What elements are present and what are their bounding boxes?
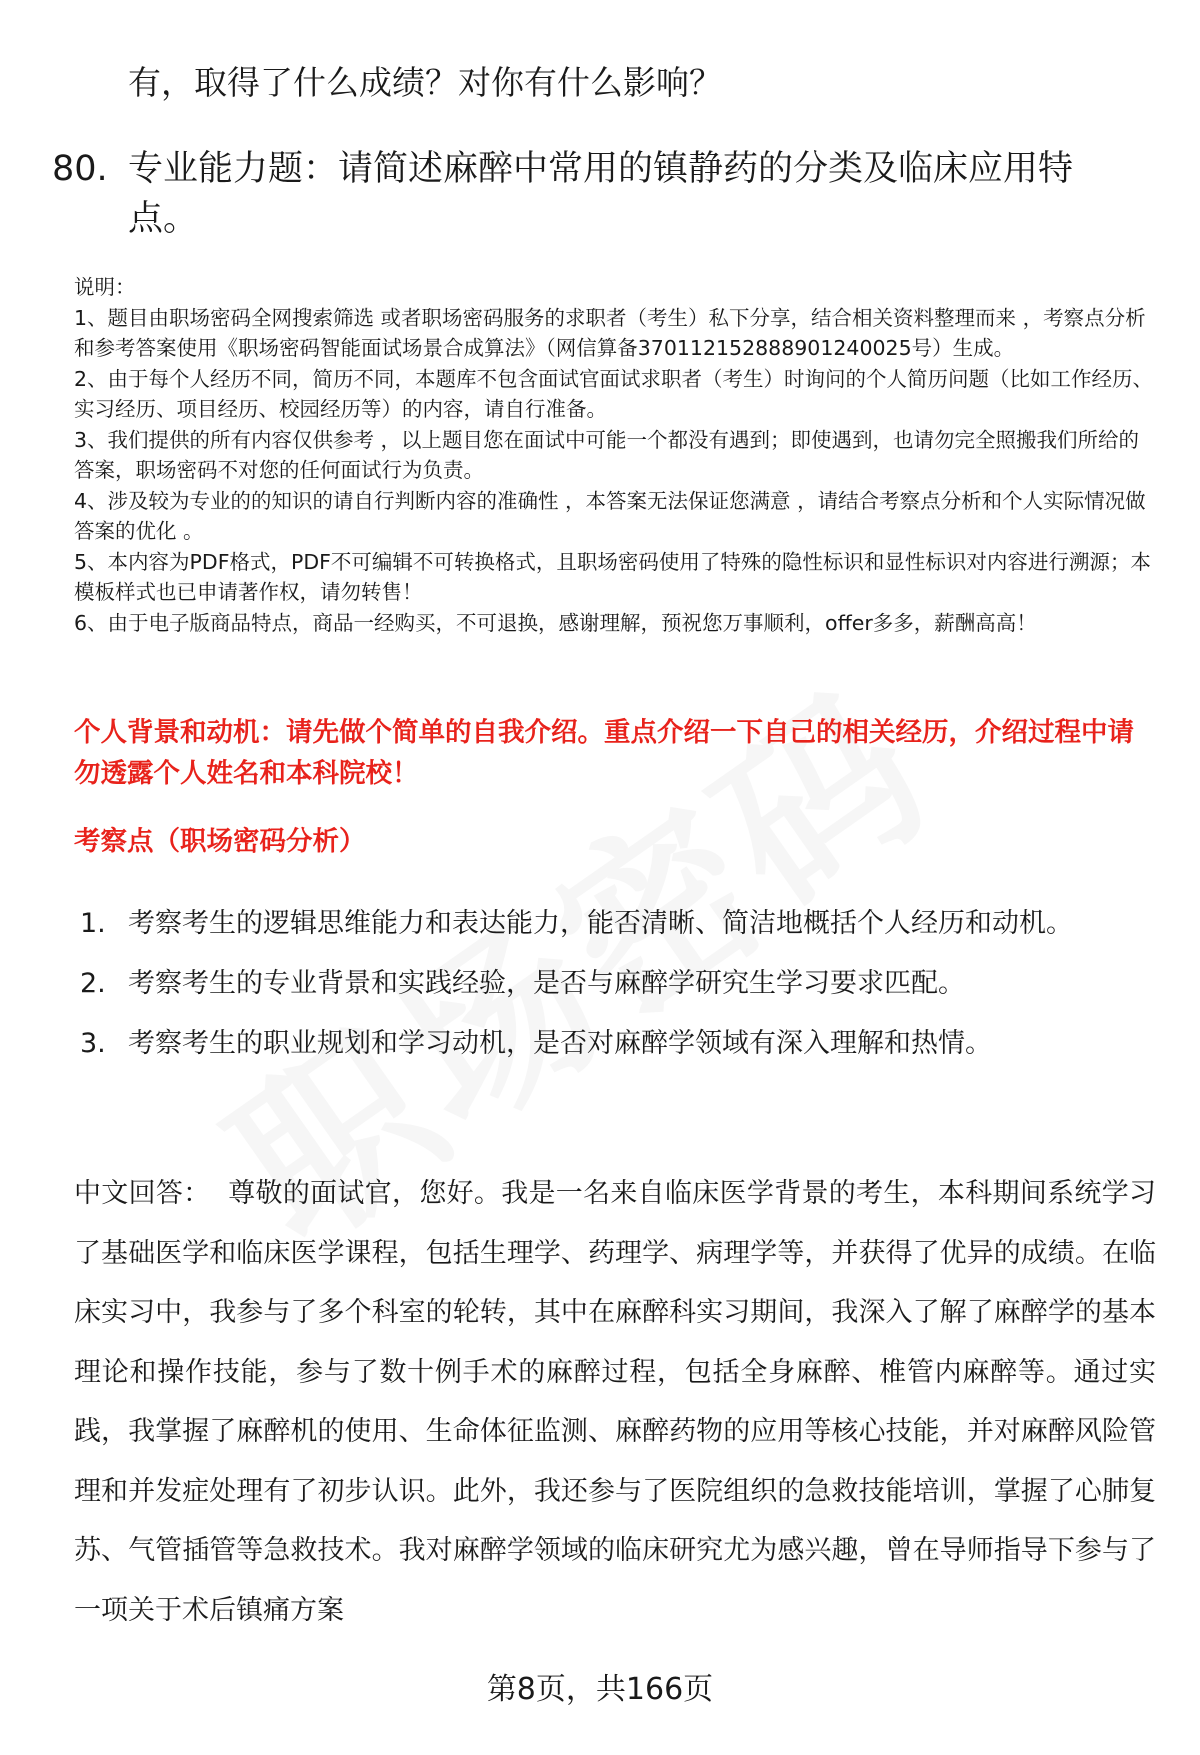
note-item: 2、由于每个人经历不同，简历不同，本题库不包含面试官面试求职者（考生）时询问的个人简历问题（比如工作经历、实习经历、项目经历、校园经历等）的内容，请自行准备。 <box>74 366 1154 421</box>
list-item <box>80 954 1160 1014</box>
note-item: 5、本内容为PDF格式，PDF不可编辑不可转换格式，且职场密码使用了特殊的隐性标识和显性标识对内容进行溯源；本模板样式也已申请著作权，请勿转售！ <box>74 549 1151 604</box>
analysis-title: 考察点（职场密码分析） <box>74 826 366 857</box>
question-text: 专业能力题：请简述麻醉中常用的镇静药的分类及临床应用特点。 <box>128 149 1074 239</box>
page-footer: 第8页，共166页 <box>486 1672 714 1707</box>
note-item: 1、题目由职场密码全网搜索筛选 或者职场密码服务的求职者（考生）私下分享，结合相关资料整理而来 ，考察点分析和参考答案使用《职场密码智能面试场景合成算法》（网信算备370112152888901240025号）生成。 <box>74 305 1146 360</box>
question-number: 80. <box>52 149 108 189</box>
question-continuation: 有，取得了什么成绩？对你有什么影响？ <box>128 63 722 102</box>
point-number: 2. <box>80 968 106 999</box>
point-number: 1. <box>80 908 106 939</box>
list-item <box>80 894 1160 954</box>
notes-title: 说明： <box>74 275 136 299</box>
note-item: 4、涉及较为专业的的知识的请自行判断内容的准确性 ，本答案无法保证您满意 ，请结合考察点分析和个人实际情况做答案的优化 。 <box>74 488 1146 543</box>
answer-text: 尊敬的面试官，您好。我是一名来自临床医学背景的考生，本科期间系统学习了基础医学和临床医学课程，包括生理学、药理学、病理学等，并获得了优异的成绩。在临床实习中，我参与了多个科室的轮转，其中在麻醉科实习期间，我深入了解了麻醉学的基本理论和操作技能，参与了数十例手术的麻醉过程，包括全身麻醉、椎管内麻醉等。通过实践，我掌握了麻醉机的使用、生命体征监测、麻醉药物的应用等核心技能，并对麻醉风险管理和并发症处理有了初步认识。此外，我还参与了医院组织的急救技能培训，掌握了心肺复苏、气管插管等急救技术。我对麻醉学领域的临床研究尤为感兴趣，曾在导师指导下参与了一项关于术后镇痛方案 <box>74 1178 1157 1626</box>
point-number: 3. <box>80 1028 106 1059</box>
answer-label: 中文回答： <box>74 1178 211 1209</box>
note-item: 6、由于电子版商品特点，商品一经购买，不可退换，感谢理解，预祝您万事顺利，offer多多，薪酬高高！ <box>74 610 1037 635</box>
list-item <box>80 1014 1160 1074</box>
point-text: 考察考生的逻辑思维能力和表达能力，能否清晰、简洁地概括个人经历和动机。 <box>128 908 1073 939</box>
background-question: 个人背景和动机：请先做个简单的自我介绍。重点介绍一下自己的相关经历，介绍过程中请勿透露个人姓名和本科院校！ <box>74 717 1134 789</box>
analysis-points <box>80 894 1160 1074</box>
notes-section <box>74 272 1154 638</box>
answer-paragraph <box>74 1164 1156 1640</box>
point-text: 考察考生的职业规划和学习动机，是否对麻醉学领域有深入理解和热情。 <box>128 1028 992 1059</box>
question-80 <box>52 144 1132 244</box>
note-item: 3、我们提供的所有内容仅供参考 ，以上题目您在面试中可能一个都没有遇到；即使遇到，也请勿完全照搬我们所给的答案，职场密码不对您的任何面试行为负责。 <box>74 427 1140 482</box>
point-text: 考察考生的专业背景和实践经验，是否与麻醉学研究生学习要求匹配。 <box>128 968 965 999</box>
